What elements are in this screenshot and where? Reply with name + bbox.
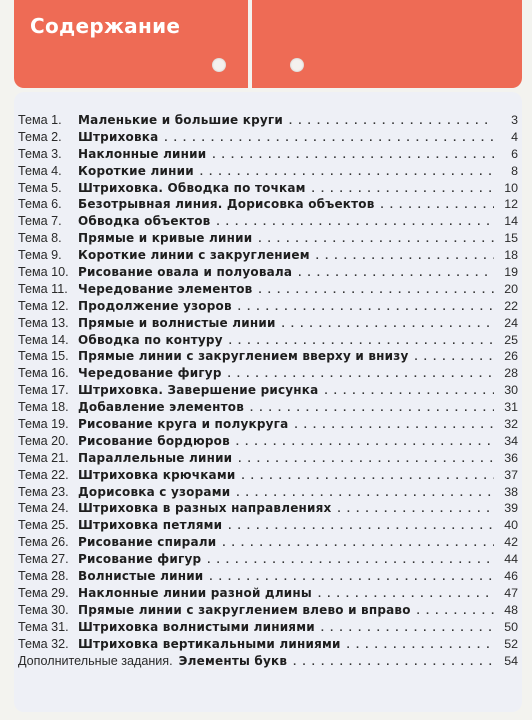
topic-title: Элементы букв xyxy=(178,653,288,668)
toc-row[interactable] xyxy=(18,230,518,247)
topic-label: Тема 30. xyxy=(18,602,69,617)
topic-title: Чередование фигур xyxy=(78,366,222,381)
toc-row[interactable] xyxy=(18,298,518,315)
leader-dots xyxy=(164,130,494,147)
page-number: 44 xyxy=(504,552,518,567)
topic-title: Чередование элементов xyxy=(78,281,253,296)
leader-dots xyxy=(236,434,494,451)
topic-label: Тема 28. xyxy=(18,569,69,584)
topic-label: Тема 9. xyxy=(18,248,62,263)
topic-title: Штриховка волнистыми линиями xyxy=(78,619,315,634)
page-number: 4 xyxy=(511,129,518,144)
topic-label: Тема 1. xyxy=(18,113,62,127)
page-number: 28 xyxy=(504,366,518,381)
page-number: 19 xyxy=(504,265,518,280)
toc-row[interactable] xyxy=(18,602,518,619)
topic-label: Тема 11. xyxy=(18,281,68,296)
leader-dots xyxy=(282,316,494,333)
topic-title: Прямые и кривые линии xyxy=(78,231,253,246)
toc-row[interactable] xyxy=(18,348,518,365)
page-number: 37 xyxy=(504,467,518,482)
toc-row[interactable] xyxy=(18,517,518,534)
leader-dots xyxy=(293,654,494,671)
leader-dots xyxy=(200,164,494,181)
topic-title: Добавление элементов xyxy=(78,400,245,415)
page-number: 25 xyxy=(504,332,518,347)
topic-label: Тема 26. xyxy=(18,535,69,550)
topic-title: Штриховка петлями xyxy=(78,518,223,533)
leader-dots xyxy=(228,518,494,535)
page-title: Содержание xyxy=(30,14,181,38)
toc-row[interactable] xyxy=(18,247,518,264)
topic-label: Тема 5. xyxy=(18,180,62,195)
topic-label: Тема 17. xyxy=(18,383,69,398)
leader-dots xyxy=(258,282,494,299)
topic-label: Тема 14. xyxy=(18,332,69,347)
topic-title: Продолжение узоров xyxy=(78,298,232,313)
page-number: 47 xyxy=(504,585,518,600)
toc-row[interactable] xyxy=(18,534,518,551)
topic-label: Тема 32. xyxy=(18,636,69,651)
binder-hole-icon xyxy=(290,58,304,72)
toc-row[interactable] xyxy=(18,281,518,298)
toc-row[interactable] xyxy=(18,619,518,636)
topic-title: Обводка по контуру xyxy=(78,332,223,347)
page-number: 26 xyxy=(504,349,518,364)
toc-row[interactable] xyxy=(18,551,518,568)
toc-row[interactable] xyxy=(18,213,518,230)
topic-title: Короткие линии xyxy=(78,163,194,178)
page-number: 34 xyxy=(504,433,518,448)
topic-title: Прямые линии с закруглением влево и вправо xyxy=(78,602,411,617)
topic-title: Штриховка крючками xyxy=(78,467,236,482)
page-number: 39 xyxy=(504,501,518,516)
page-number: 10 xyxy=(504,180,518,195)
topic-label: Тема 8. xyxy=(18,231,62,246)
page-number: 48 xyxy=(504,602,518,617)
leader-dots xyxy=(312,181,494,198)
toc-row[interactable] xyxy=(18,112,518,129)
topic-label: Тема 27. xyxy=(18,552,69,567)
topic-title: Параллельные линии xyxy=(78,450,233,465)
page-number: 52 xyxy=(504,636,518,651)
leader-dots xyxy=(316,248,494,265)
topic-title: Рисование овала и полуовала xyxy=(78,265,293,280)
leader-dots xyxy=(238,299,494,316)
toc-row[interactable] xyxy=(18,332,518,349)
page-number: 31 xyxy=(504,400,518,415)
topic-label: Тема 16. xyxy=(18,366,69,381)
page-number: 8 xyxy=(511,163,518,178)
topic-title: Штриховка в разных направлениях xyxy=(78,501,332,516)
leader-dots xyxy=(229,333,494,350)
leader-dots xyxy=(258,231,494,248)
leader-dots xyxy=(318,586,494,603)
topic-label: Тема 13. xyxy=(18,315,69,330)
topic-title: Штриховка. Обводка по точкам xyxy=(78,180,306,195)
page-number: 18 xyxy=(504,248,518,263)
leader-dots xyxy=(338,501,494,518)
leader-dots xyxy=(241,468,494,485)
header-banner xyxy=(14,0,522,88)
topic-title: Прямые линии с закруглением вверху и внизу xyxy=(78,349,409,364)
topic-label: Тема 22. xyxy=(18,467,69,482)
toc-row[interactable] xyxy=(18,433,518,450)
page-number: 50 xyxy=(504,619,518,634)
page-number: 6 xyxy=(511,146,518,161)
topic-label: Тема 31. xyxy=(18,619,69,634)
topic-title: Рисование бордюров xyxy=(78,433,230,448)
binder-hole-icon xyxy=(212,58,226,72)
topic-title: Обводка объектов xyxy=(78,214,211,229)
topic-label: Тема 15. xyxy=(18,349,69,364)
toc-row[interactable] xyxy=(18,500,518,517)
leader-dots xyxy=(236,485,494,502)
leader-dots xyxy=(381,197,494,214)
toc-row-extra[interactable] xyxy=(18,653,518,670)
page-number: 15 xyxy=(504,231,518,246)
toc-row[interactable] xyxy=(18,399,518,416)
topic-title: Наклонные линии xyxy=(78,146,207,161)
toc-row[interactable] xyxy=(18,636,518,653)
topic-title: Прямые и волнистые линии xyxy=(78,315,276,330)
topic-title: Рисование фигур xyxy=(78,552,202,567)
leader-dots xyxy=(324,383,494,400)
topic-label: Тема 2. xyxy=(18,129,62,144)
table-of-contents xyxy=(18,112,518,669)
topic-title: Маленькие и большие круги xyxy=(78,113,284,127)
toc-row[interactable] xyxy=(18,585,518,602)
toc-row[interactable] xyxy=(18,163,518,180)
page-number: 46 xyxy=(504,569,518,584)
topic-title: Безотрывная линия. Дорисовка объектов xyxy=(78,197,375,212)
topic-title: Дорисовка с узорами xyxy=(78,484,231,499)
page-number: 36 xyxy=(504,450,518,465)
page-number: 22 xyxy=(504,298,518,313)
topic-label: Тема 19. xyxy=(18,417,69,432)
banner-right xyxy=(252,0,522,88)
topic-title: Наклонные линии разной длины xyxy=(78,585,312,600)
toc-row[interactable] xyxy=(18,365,518,382)
topic-label: Тема 29. xyxy=(18,585,69,600)
page-number: 40 xyxy=(504,518,518,533)
leader-dots xyxy=(222,535,494,552)
leader-dots xyxy=(209,569,494,586)
leader-dots xyxy=(228,366,494,383)
leader-dots xyxy=(250,400,494,417)
topic-label: Тема 24. xyxy=(18,501,69,516)
topic-label: Тема 10. xyxy=(18,265,69,280)
leader-dots xyxy=(294,417,494,434)
topic-title: Штриховка вертикальными линиями xyxy=(78,636,341,651)
topic-label: Дополнительные задания. xyxy=(18,653,173,668)
topic-label: Тема 20. xyxy=(18,433,69,448)
topic-label: Тема 7. xyxy=(18,214,62,229)
leader-dots xyxy=(216,214,494,231)
topic-title: Штриховка xyxy=(78,129,159,144)
toc-row[interactable] xyxy=(18,129,518,146)
leader-dots xyxy=(238,451,494,468)
topic-label: Тема 12. xyxy=(18,298,69,313)
toc-row[interactable] xyxy=(18,382,518,399)
page-number: 42 xyxy=(504,535,518,550)
page-number: 30 xyxy=(504,383,518,398)
toc-row[interactable] xyxy=(18,180,518,197)
topic-title: Штриховка. Завершение рисунка xyxy=(78,383,319,398)
page-number: 38 xyxy=(504,484,518,499)
toc-row[interactable] xyxy=(18,146,518,163)
topic-label: Тема 18. xyxy=(18,400,69,415)
toc-row[interactable] xyxy=(18,568,518,585)
toc-row[interactable] xyxy=(18,264,518,281)
toc-row[interactable] xyxy=(18,450,518,467)
page-number: 24 xyxy=(504,315,518,330)
topic-label: Тема 25. xyxy=(18,518,69,533)
topic-label: Тема 4. xyxy=(18,163,62,178)
banner-left xyxy=(14,0,248,88)
leader-dots xyxy=(298,265,494,282)
toc-row[interactable] xyxy=(18,467,518,484)
topic-title: Волнистые линии xyxy=(78,569,204,584)
topic-label: Тема 3. xyxy=(18,146,62,161)
toc-row[interactable] xyxy=(18,315,518,332)
topic-label: Тема 21. xyxy=(18,450,69,465)
toc-row[interactable] xyxy=(18,196,518,213)
toc-row[interactable] xyxy=(18,416,518,433)
leader-dots xyxy=(207,552,494,569)
page-number: 20 xyxy=(504,281,518,296)
topic-title: Рисование круга и полукруга xyxy=(78,417,289,432)
page-number: 12 xyxy=(504,197,518,212)
toc-row[interactable] xyxy=(18,484,518,501)
topic-title: Рисование спирали xyxy=(78,535,217,550)
leader-dots xyxy=(321,620,494,637)
topic-title: Короткие линии с закруглением xyxy=(78,248,310,263)
page-number: 3 xyxy=(511,113,518,127)
leader-dots xyxy=(347,637,494,654)
leader-dots xyxy=(212,147,494,164)
leader-dots xyxy=(414,349,494,366)
leader-dots xyxy=(417,603,494,620)
page-number: 32 xyxy=(504,417,518,432)
leader-dots xyxy=(289,113,494,130)
page-number: 54 xyxy=(504,653,518,668)
topic-label: Тема 6. xyxy=(18,197,62,212)
page-number: 14 xyxy=(504,214,518,229)
topic-label: Тема 23. xyxy=(18,484,69,499)
